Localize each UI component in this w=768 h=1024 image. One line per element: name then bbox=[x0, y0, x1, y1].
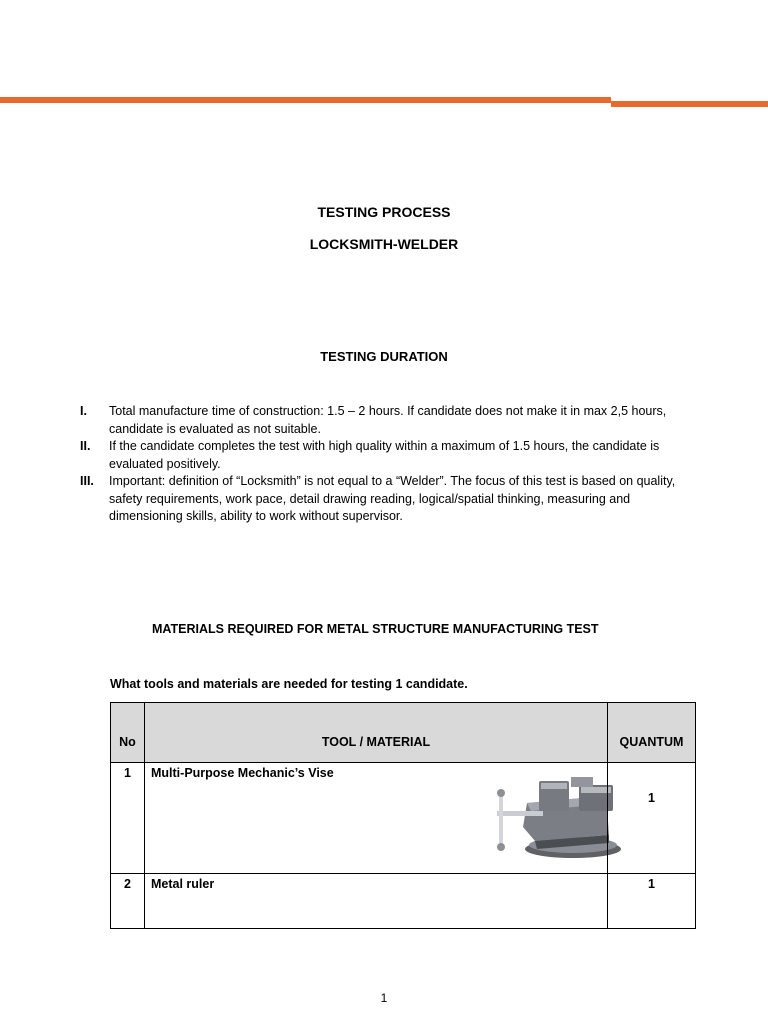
list-numeral: I. bbox=[80, 404, 87, 418]
materials-question: What tools and materials are needed for testing 1 candidate. bbox=[110, 677, 468, 691]
table-header-quantum bbox=[607, 702, 696, 763]
header-label: QUANTUM bbox=[619, 734, 684, 749]
table-cell-no: 2 bbox=[110, 873, 145, 929]
page-number: 1 bbox=[380, 991, 388, 1005]
list-item-text: Important: definition of “Locksmith” is not equal to a “Welder”. The focus of this test is based on quality, safety requirements, work pace, detail drawing reading, logical/spatial thinking, measuring and dimensioning skills, ability to work without supervisor. bbox=[109, 474, 676, 523]
materials-table bbox=[110, 702, 696, 929]
document-subtitle: LOCKSMITH-WELDER bbox=[309, 236, 459, 252]
table-cell-tool bbox=[144, 873, 608, 929]
duration-heading: TESTING DURATION bbox=[320, 349, 448, 364]
list-item bbox=[80, 473, 700, 526]
list-item bbox=[80, 403, 700, 438]
list-numeral: III. bbox=[80, 474, 94, 488]
table-header-no bbox=[110, 702, 145, 763]
list-numeral: II. bbox=[80, 439, 91, 453]
materials-heading: MATERIALS REQUIRED FOR METAL STRUCTURE MANUFACTURING TEST bbox=[152, 622, 599, 636]
duration-list bbox=[80, 403, 700, 526]
list-item-text: Total manufacture time of construction: 1.5 – 2 hours. If candidate does not make it in max 2,5 hours, candidate is evaluated as not suitable. bbox=[109, 404, 667, 436]
list-item-text: If the candidate completes the test with high quality within a maximum of 1.5 hours, the candidate is evaluated positively. bbox=[109, 439, 660, 471]
quantum-value: 1 bbox=[648, 791, 655, 805]
tool-name: Metal ruler bbox=[151, 877, 215, 891]
header-accent-rule-offset bbox=[611, 101, 768, 107]
quantum-value: 1 bbox=[648, 877, 655, 891]
table-header-tool bbox=[144, 702, 608, 763]
header-label: TOOL / MATERIAL bbox=[321, 734, 431, 749]
document-title: TESTING PROCESS bbox=[317, 204, 451, 220]
list-item bbox=[80, 438, 700, 473]
table-cell-tool bbox=[144, 762, 608, 874]
tool-name: Multi-Purpose Mechanic’s Vise bbox=[151, 766, 334, 780]
header-label: No bbox=[119, 734, 136, 749]
table-cell-no: 1 bbox=[110, 762, 145, 874]
header-accent-rule bbox=[0, 97, 611, 103]
table-cell-quantum bbox=[607, 762, 696, 874]
table-cell-quantum bbox=[607, 873, 696, 929]
